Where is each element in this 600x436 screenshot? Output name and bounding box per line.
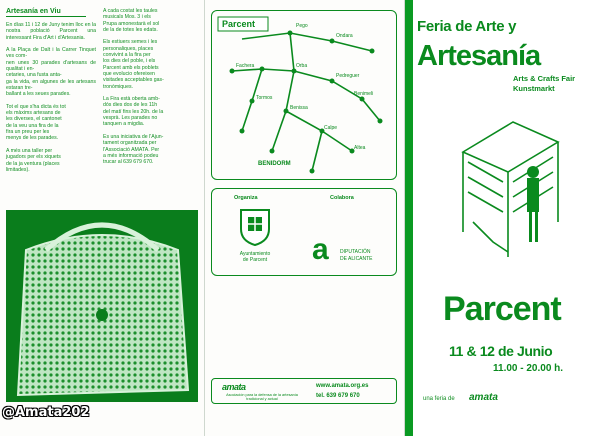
region-map [211,10,397,180]
amata-logo: amata [222,382,246,392]
cover-english-subtitle: Arts & Crafts Fair [513,74,576,83]
market-stall-sketch-icon [453,112,563,262]
parcent-crest-icon [238,207,272,247]
colabora-caption-2: DE ALICANTE [340,256,373,262]
colabora-caption-1: DIPUTACIÓN [340,249,371,255]
cover-town-name: Parcent [443,290,561,328]
map-place-label: Pedreguer [336,73,360,79]
amata-subtitle: Asociación para la defensa de la artesanía tradicional y actual [226,393,298,402]
cover-panel [405,0,600,436]
map-panel [205,0,405,436]
cover-dates: 11 & 12 de Junio [449,343,553,359]
diputacion-logo-icon: a [312,233,329,266]
amata-website: www.amata.org.es [316,383,369,389]
cover-hours: 11.00 - 20.00 h. [493,363,564,374]
map-place-label: Benimeli [354,91,374,97]
map-place-label: Orba [296,63,308,69]
map-place-label: Benissa [290,105,308,111]
panel-title: Artesanía en Viu [6,8,86,17]
sponsors-box [211,188,397,276]
map-town-highlight: Parcent [222,19,256,29]
cover-una-feria: una feria de [423,396,455,402]
map-benidorm-label: BENIDORM [258,161,291,167]
organiza-caption: Ayuntamiento de Parcent [239,251,271,263]
map-place-label: Pego [296,23,308,29]
info-text-left: En días 11 i 12 de Juny tenim lloc en la nostra població Parcent una interessant Fira d'Art i d'Artesania. A la Plaça de Dalt i la Carrer Tinquet ves com- nen unes 30 parades d'artesans de qualitat i en- cetaries, una fusta anta- ga la vida, en algunes de les artesans estaran tre- ballant a les seues parades. Tot el que s'ha dicta és tot els màxims artesans de les diverses, el cantonet de la veu una fira de la fira un preu per les menys de les parades. A més una taller per jugadors per els xiquets de la ja ventura (places limitades). [6,22,96,173]
colabora-label: Colabora [330,195,354,201]
cover-german-subtitle: Kunstmarkt [513,84,555,93]
map-place-label: Tormos [256,95,273,101]
info-text-right: A cada costat les taules musicals Mos. 3 i els Prupa amonestarà el sol de la de totes les edats. Els estiuers semes i les personaliques, places convivint a la fira per los dies del poble, i els Parcent amb els poblets que evolucio ofereixen visitades acceptables gas- tronòmiques. La Fira està oberta amb- dós dies dos de les 11h del matí fins les 20h. de la vesprà. Les parades no tanquen a migdia. Es una iniciativa de l'Ajun- tament organitzada per l'Associació AMATA. Per a més informació podeu trucar al 639 679 670. [103,8,164,166]
organiza-label: Organiza [234,195,258,201]
map-place-label: Ondara [336,33,353,39]
cover-green-bar [405,0,413,436]
cover-artesania-title: Artesanía [417,40,541,72]
cover-amata-logo: amata [469,392,498,403]
info-panel [0,0,205,436]
crochet-bag-photo [6,210,198,402]
map-place-label: Altea [354,145,366,151]
amata-footer [211,378,397,404]
map-place-label: Fachera [236,63,255,69]
map-place-label: Calpe [324,125,338,131]
cover-feria-title: Feria de Arte y [417,18,517,35]
amata-phone: tel. 639 679 670 [316,393,360,399]
watermark-text: @Amata202 [2,405,90,420]
